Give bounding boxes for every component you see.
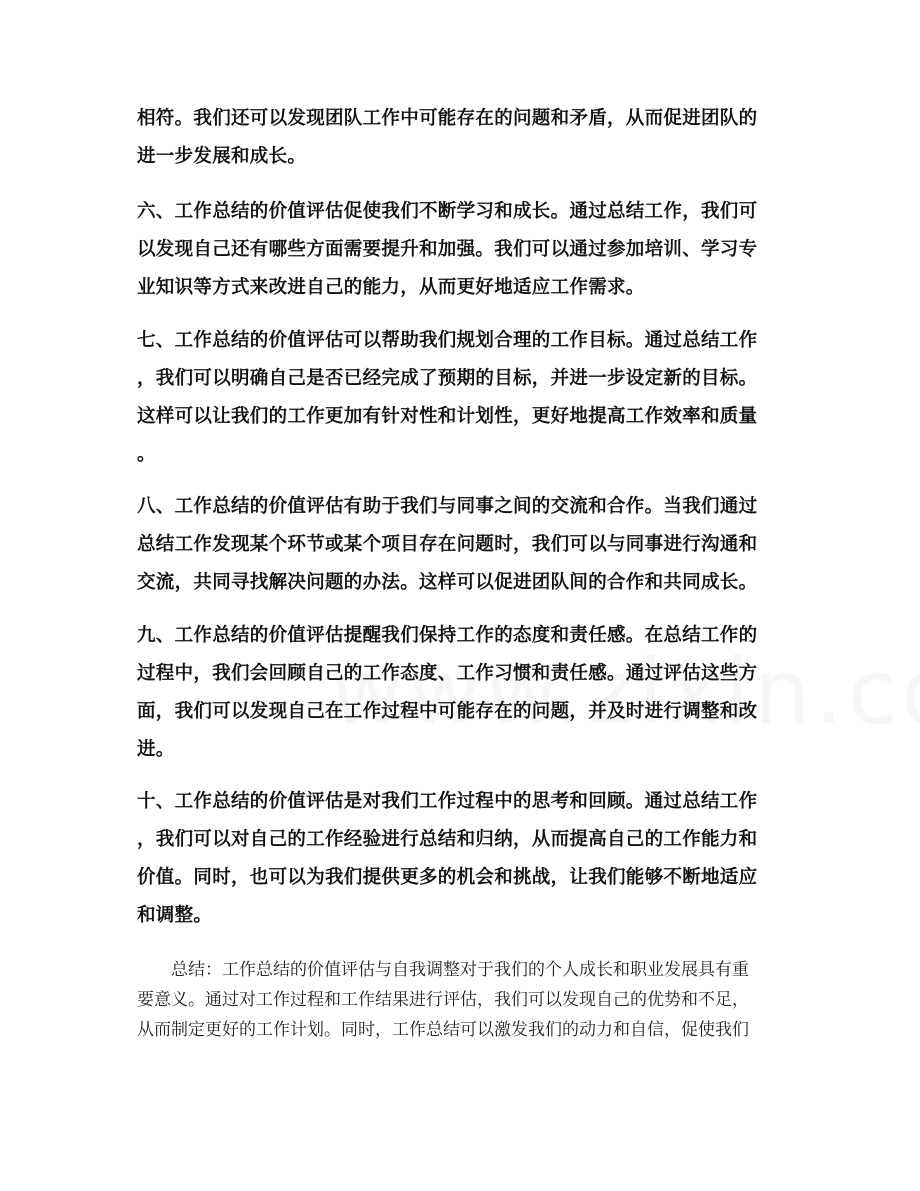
paragraph-continuation [137,100,787,176]
text-line: 八、工作总结的价值评估有助于我们与同事之间的交流和合作。当我们通过 [137,496,758,517]
paragraph-eight [137,488,787,602]
text-line: 十、工作总结的价值评估是对我们工作过程中的思考和回顾。通过总结工作 [137,791,758,812]
text-line: 总结工作发现某个环节或某个项目存在问题时，我们可以与同事进行沟通和 [137,534,758,555]
text-line: 七、工作总结的价值评估可以帮助我们规划合理的工作目标。通过总结工作 [137,330,758,351]
text-line: 从而制定更好的工作计划。同时，工作总结可以激发我们的动力和自信，促使我们 [137,1020,749,1040]
paragraph-ten [137,783,787,935]
text-line: 交流，共同寻找解决问题的办法。这样可以促进团队间的合作和共同成长。 [137,572,758,593]
paragraph-seven [137,322,787,474]
text-line: 要意义。通过对工作过程和工作结果进行评估，我们可以发现自己的优势和不足， [137,990,749,1010]
text-line: 以发现自己还有哪些方面需要提升和加强。我们可以通过参加培训、学习专 [137,239,758,260]
text-line: ，我们可以明确自己是否已经完成了预期的目标，并进一步设定新的目标。 [137,368,758,389]
text-line: 这样可以让我们的工作更加有针对性和计划性，更好地提高工作效率和质量 [137,406,758,427]
text-line: 总结：工作总结的价值评估与自我调整对于我们的个人成长和职业发展具有重 [137,960,749,980]
text-line: 业知识等方式来改进自己的能力，从而更好地适应工作需求。 [137,277,645,298]
text-line: 进。 [137,739,175,760]
text-line: 价值。同时，也可以为我们提供更多的机会和挑战，让我们能够不断地适应 [137,867,758,888]
text-line: 六、工作总结的价值评估促使我们不断学习和成长。通过总结工作，我们可 [137,201,758,222]
text-line: 和调整。 [137,905,213,926]
paragraph-six [137,193,787,307]
text-line: ，我们可以对自己的工作经验进行总结和归纳，从而提高自己的工作能力和 [137,829,758,850]
text-line: 。 [137,444,156,465]
text-line: 进一步发展和成长。 [137,146,307,167]
text-line: 九、工作总结的价值评估提醒我们保持工作的态度和责任感。在总结工作的 [137,625,758,646]
paragraph-nine [137,617,787,769]
text-line: 过程中，我们会回顾自己的工作态度、工作习惯和责任感。通过评估这些方 [137,663,758,684]
text-line: 面，我们可以发现自己在工作过程中可能存在的问题，并及时进行调整和改 [137,701,758,722]
summary-paragraph [137,955,787,1045]
text-line: 相符。我们还可以发现团队工作中可能存在的问题和矛盾，从而促进团队的 [137,108,758,129]
